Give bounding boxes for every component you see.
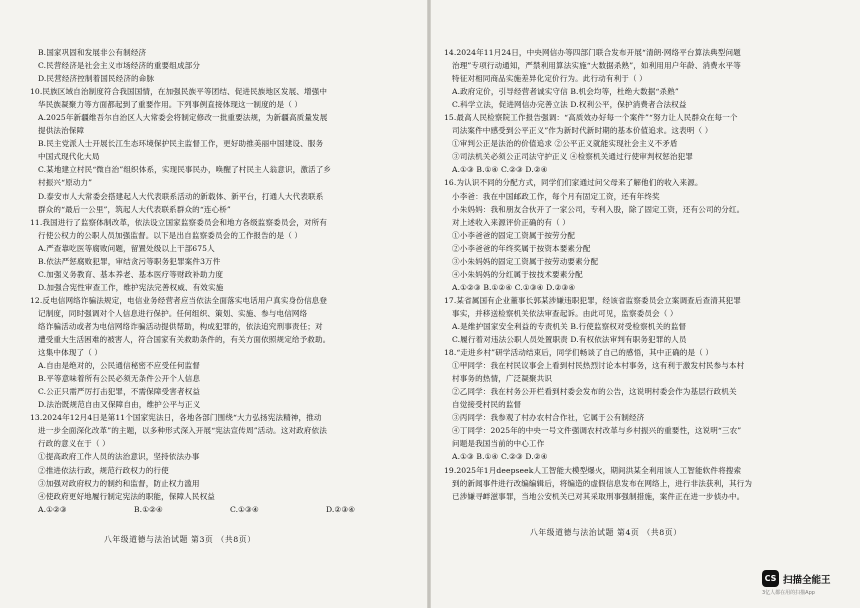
question-line: ④小朱妈妈的分红属于按技术要素分配: [452, 269, 583, 279]
question-line: ②乙同学：我在村务公开栏看到村委会发布的公告，这说明村委会作为基层行政机关: [452, 387, 737, 397]
question-line: C.民营经济是社会主义市场经济的重要组成部分: [38, 61, 201, 71]
question-line: 遭受重大生活困难的被害人，符合国家有关救助条件的，有关方面依照规定给予救助。: [38, 335, 331, 345]
question-line: 中国式现代化大局: [38, 152, 100, 162]
answer-options: [30, 503, 422, 516]
question-stem-line: 17.某省属国有企业董事长郭某涉嫌违职犯罪，经该省监察委员会立案调查后查清其犯罪: [444, 295, 742, 305]
question-line: 这集中体现了（ ）: [38, 348, 103, 358]
question-line: A.政府定价，引导经营者诚实守信 B.机会均等，杜绝大数据“杀熟”: [452, 87, 679, 97]
answer-option: C.①③④: [230, 504, 259, 514]
question-line: 进一步全面深化改革”的主题，以多种形式深入开展“宪法宣传周”活动。这对政府依法: [38, 426, 327, 436]
question-line: ②小李爸爸的年终奖属于按资本要素分配: [452, 243, 591, 253]
page-footer-4: 八年级道德与法治试题 第4页 （共8页）: [530, 528, 682, 537]
question-line: 问题是我国当前的中心工作: [452, 439, 545, 449]
question-line: 络诈骗活动或者为电信网络诈骗活动提供帮助，构成犯罪的，依法追究刑事责任；对: [38, 321, 323, 331]
question-line: 司法案件中感受到公平正义”作为新时代新时期的基本价值追求。这表明（ ）: [452, 126, 713, 136]
question-line: ④使政府更好地履行制定宪法的职能，保障人民权益: [38, 491, 215, 501]
page-footer-3: 八年级道德与法治试题 第3页 （共8页）: [104, 535, 256, 544]
question-line: ②推进依法行政，规范行政权力的行使: [38, 465, 169, 475]
question-line: D.泰安市人大常委会搭建起人大代表联系活动的新载体、新平台，打通人大代表联系: [38, 191, 324, 201]
question-line: ③小朱妈妈的固定工资属于按劳动要素分配: [452, 256, 599, 266]
question-line: C.科学立法，促进网信办完善立法 D.权利公平，保护消费者合法权益: [452, 100, 687, 110]
question-line: A.①③ B.①④ C.②③ D.②④: [452, 452, 548, 462]
question-line: A.①②③ B.①②④ C.①③④ D.②③④: [452, 282, 576, 292]
camscanner-watermark: [762, 570, 831, 587]
question-line: 对上述收入来源评价正确的有（ ）: [452, 217, 570, 227]
question-line: 华民族凝聚力等方面都起到了重要作用。下列事例直接体现这一制度的是（ ）: [38, 100, 303, 110]
question-line: 小朱妈妈：我和朋友合伙开了一家公司，专利入股，除了固定工资，还有公司的分红。: [452, 204, 745, 214]
question-line: 到的新闻事件进行改编编辑后，将编造的虚假信息发布在网络上，进行非法获利，其行为: [452, 478, 753, 488]
question-stem-line: 18.“走进乡村”研学活动结束后，同学们畅谈了自己的感悟，其中正确的是（ ）: [444, 348, 714, 358]
question-stem-line: 11.我国进行了监察体制改革，依法设立国家监察委员会和地方各级监察委员会，对所有: [30, 217, 328, 227]
right-question-column: [444, 46, 844, 503]
question-line: ③司法机关必须公正司法守护正义 ④检察机关通过行使审判权惩治犯罪: [452, 152, 694, 162]
camscanner-tagline: 3亿人都在用的扫描App: [762, 590, 815, 596]
question-line: C.公正只需严厉打击犯罪，不需保障受害者权益: [38, 387, 201, 397]
answer-option: D.②③④: [326, 504, 356, 514]
question-stem-line: 15.最高人民检察院工作报告强调：“高质效办好每一个案件”“努力让人民群众在每一个: [444, 113, 738, 123]
question-stem-line: 12.反电信网络诈骗法规定，电信业务经营者应当依法全面落实电话用户真实身份信息登: [30, 295, 328, 305]
question-line: 行使公权力的公职人员加强监督。以下是出自监察委员会的工作报告的是（ ）: [38, 230, 303, 240]
question-line: B.国家巩固和发展非公有制经济: [38, 48, 147, 57]
question-line: ①小李爸爸的固定工资属于按劳分配: [452, 230, 576, 240]
question-line: B.平等意味着所有公民必须无条件公开个人信息: [38, 374, 201, 384]
question-line: 已涉嫌寻衅滋事罪，当地公安机关已对其采取刑事强制措施，案件正在进一步侦办中。: [452, 491, 745, 501]
answer-option: B.①②④: [134, 504, 163, 514]
question-line: 特征对相同商品实施差异化定价行为。此行动有利于（ ）: [452, 74, 647, 84]
camscanner-name: 扫描全能王: [783, 574, 831, 586]
question-line: 行政的意义在于（ ）: [38, 439, 110, 449]
question-line: 小李爸：我在中国邮政工作，每个月有固定工资，还有年终奖: [452, 191, 660, 201]
question-stem-line: 13.2024年12月4日是第11个国家宪法日，各地各部门围绕“大力弘扬宪法精神，推动: [30, 413, 322, 423]
question-line: A.2025年新疆维吾尔自治区人大常委会将制定修改一批重要法规，为新疆高质量发展: [38, 113, 328, 123]
question-line: B.依法严惩腐败犯罪，审结贪污等职务犯罪案件3万件: [38, 256, 221, 266]
question-line: ③加强对政府权力的制约和监督，防止权力滥用: [38, 478, 200, 488]
question-line: A.自由是绝对的，公民通信秘密不应受任何监督: [38, 361, 200, 371]
question-line: A.是维护国家安全利益的专责机关 B.行使监察权对受检察机关的监督: [452, 321, 687, 331]
question-stem-line: 10.民族区域自治制度符合我国国情，在加强民族平等团结、促进民族地区发展、增强中: [30, 87, 328, 97]
question-line: C.履行着对违法公职人员处置职责 D.有权依法审判有职务犯罪的人员: [452, 335, 687, 345]
question-line: D.法治既规范自由又保障自由，维护公平与正义: [38, 400, 201, 410]
page-fold: [427, 0, 431, 608]
question-line: A.严查靠吃医等腐败问题，留置处级以上干部675人: [38, 243, 215, 253]
question-line: D.加强合宪性审查工作，维护宪法完善权威、有效实施: [38, 282, 224, 292]
question-line: 记制度，同时强调对个人信息进行保护。任何组织、策划、实施、参与电信网络: [38, 308, 308, 318]
question-stem-line: 16.为认识不同的分配方式，同学们们家通过问父母来了解他们的收入来源。: [444, 178, 703, 188]
question-stem-line: 19.2025年1月deepseek人工智能大模型爆火，期间洪某全利用该人工智能软件将搜索: [444, 465, 742, 475]
answer-option: A.①②③: [38, 504, 67, 514]
question-line: ①审判公正是法治的价值追求 ②公平正义就能实现社会主义不矛盾: [452, 139, 678, 149]
question-line: 村事务的热情，广泛凝聚共识: [452, 374, 553, 384]
question-line: 提供法治保障: [38, 126, 85, 136]
question-line: 村振兴“原动力”: [38, 178, 93, 188]
left-question-column: [30, 46, 422, 516]
question-line: C.加强义务教育、基本养老、基本医疗等财政补助力度: [38, 269, 224, 279]
question-line: C.某地建立村民“微自治”组织体系，实现民事民办，唤醒了村民主人翁意识，激活了乡: [38, 165, 332, 175]
question-line: ①提高政府工作人员的法治意识，坚持依法办事: [38, 452, 200, 462]
question-line: B.民主党派人士开展长江生态环境保护民主监督工作，更好助推美丽中国建设、服务: [38, 139, 324, 149]
question-stem-line: 14.2024年11月24日，中央网信办等四部门联合发布开展“清朗·网络平台算法典型问题: [444, 48, 741, 57]
question-line: ①甲同学：我在村民议事会上看到村民热烈讨论本村事务，这有利于激发村民参与本村: [452, 361, 745, 371]
question-line: ③丙同学：我参观了村办农村合作社，它属于公有制经济: [452, 413, 645, 423]
question-line: ④丁同学：2025年的中央一号文件强调农村改革与乡村振兴的重要性，这说明“三农”: [452, 426, 742, 436]
question-line: 治理”专项行动通知，严禁利用算法实施“大数据杀熟”，如利用用户年龄、消费水平等: [452, 61, 741, 71]
question-line: 自觉接受村民的监督: [452, 400, 522, 410]
question-line: 事实，并移送检察机关依法审查起诉。由此可见，监察委员会（ ）: [452, 308, 678, 318]
question-line: 群众的“最后一公里”，筑起人大代表联系群众的“连心桥”: [38, 204, 231, 214]
question-line: D.民营经济控制着国民经济的命脉: [38, 74, 155, 84]
question-line: A.①③ B.①④ C.②③ D.②④: [452, 165, 548, 175]
camscanner-logo-icon: CS: [762, 570, 779, 587]
